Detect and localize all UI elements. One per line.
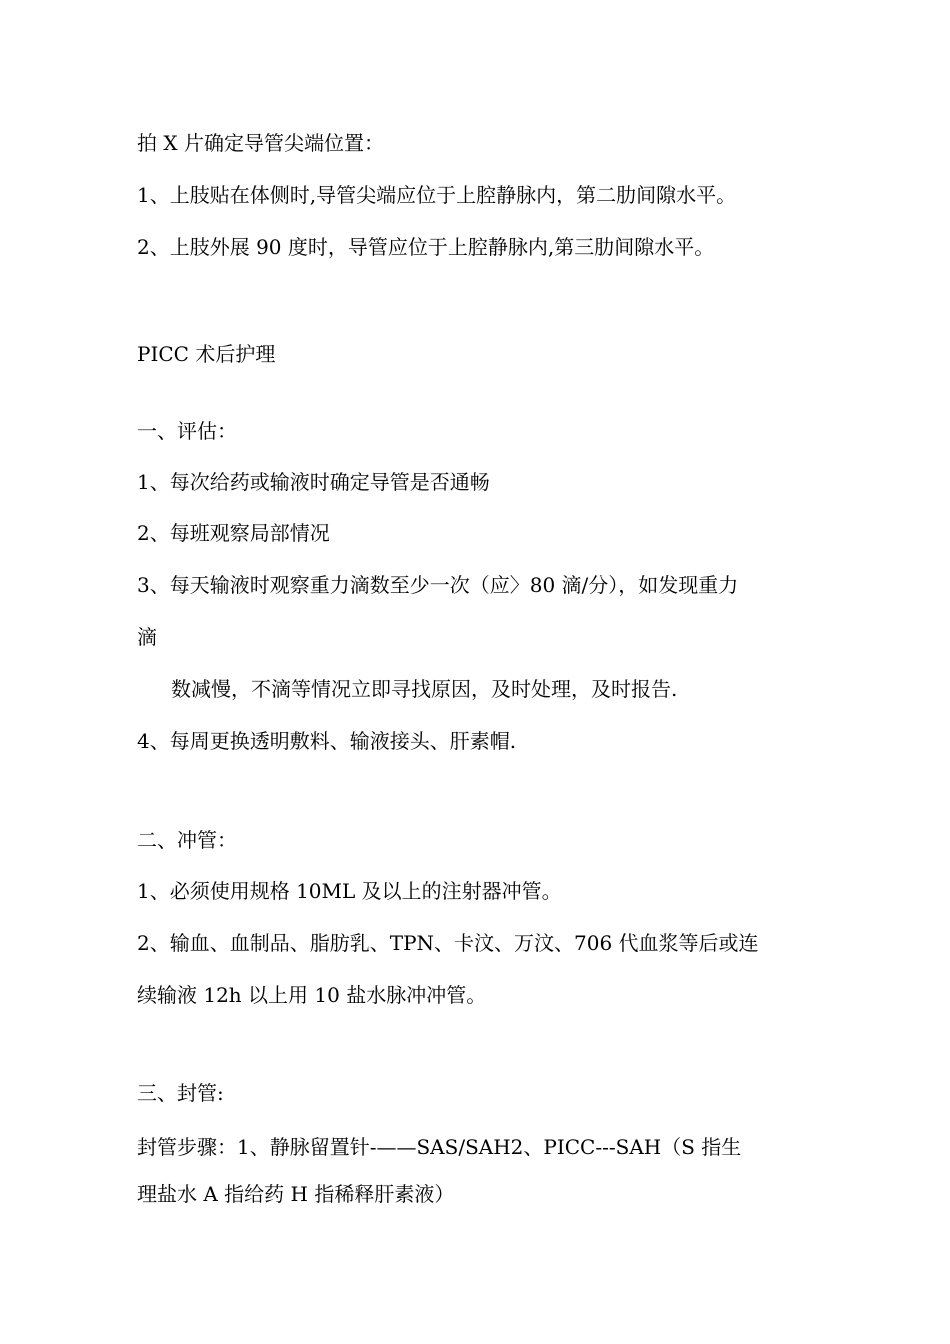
seal-heading: 三、封管: xyxy=(137,1081,224,1105)
seal-steps-cont: 理盐水 A 指给药 H 指稀释肝素液） xyxy=(137,1182,455,1206)
flush-item-2-cont: 续输液 12h 以上用 10 盐水脉冲冲管。 xyxy=(137,983,487,1007)
assess-item-2: 2、每班观察局部情况 xyxy=(137,521,330,545)
xray-heading: 拍 X 片确定导管尖端位置： xyxy=(137,131,384,155)
assess-item-1: 1、每次给药或输液时确定导管是否通畅 xyxy=(137,470,490,494)
assess-item-4: 4、每周更换透明敷料、输液接头、肝素帽. xyxy=(137,729,517,753)
flush-item-2: 2、输血、血制品、脂肪乳、TPN、卡汶、万汶、706 代血浆等后或连 xyxy=(137,931,759,955)
seal-steps: 封管步骤：1、静脉留置针-——SAS/SAH2、PICC---SAH（S 指生 xyxy=(137,1135,742,1159)
section-title: PICC 术后护理 xyxy=(137,342,276,366)
xray-item-2: 2、上肢外展 90 度时，导管应位于上腔静脉内,第三肋间隙水平。 xyxy=(137,235,715,259)
assess-item-3: 3、每天输液时观察重力滴数至少一次（应〉80 滴/分），如发现重力 xyxy=(137,573,739,597)
assess-heading: 一、评估： xyxy=(137,419,237,443)
flush-heading: 二、冲管： xyxy=(137,828,237,852)
flush-item-1: 1、必须使用规格 10ML 及以上的注射器冲管。 xyxy=(137,879,562,903)
xray-item-1: 1、上肢贴在体侧时,导管尖端应位于上腔静脉内，第二肋间隙水平。 xyxy=(137,183,737,207)
assess-item-3-cont: 数减慢，不滴等情况立即寻找原因，及时处理，及时报告. xyxy=(171,677,678,701)
assess-item-3-wrap: 滴 xyxy=(137,625,157,649)
